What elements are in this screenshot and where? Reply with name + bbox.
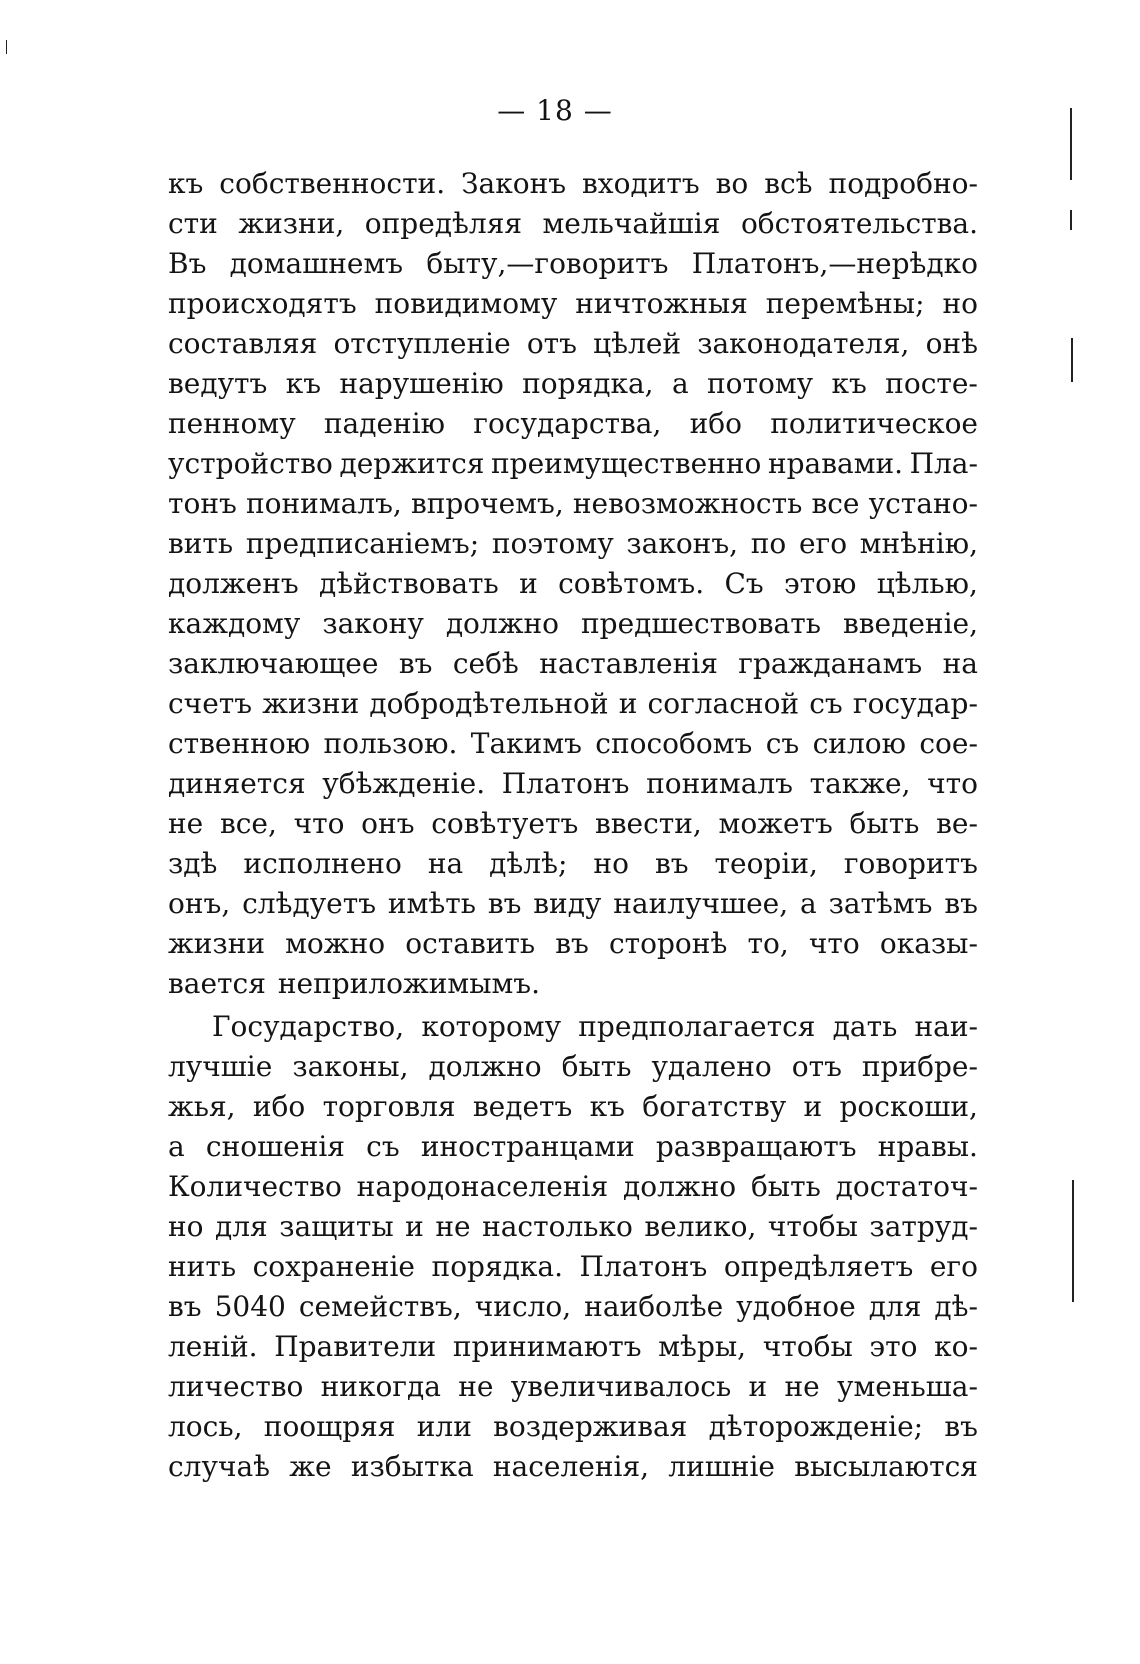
word: настолько	[482, 1210, 633, 1243]
word: дѣ-	[934, 1290, 978, 1323]
word: закону	[322, 607, 424, 640]
word: прибре-	[861, 1050, 978, 1083]
word: виду	[533, 887, 602, 920]
text-line	[168, 404, 978, 444]
text-line	[168, 884, 978, 924]
word: это	[869, 1330, 918, 1363]
word: нравами.	[767, 447, 904, 480]
word: жизни	[168, 927, 266, 960]
word: въ	[168, 1290, 202, 1323]
word: собственности.	[219, 167, 446, 200]
word: отъ	[791, 1050, 842, 1083]
text-line	[168, 964, 978, 1004]
word: слѣдуетъ	[242, 887, 377, 920]
word: подробно-	[828, 167, 978, 200]
word: не	[458, 1370, 494, 1403]
word: съ	[765, 727, 800, 760]
word: нравы.	[877, 1130, 978, 1163]
word: входитъ	[582, 167, 700, 200]
word: ственною	[168, 727, 311, 760]
word: иностранцами	[420, 1130, 635, 1163]
word: же	[289, 1450, 332, 1483]
word: роскоши,	[839, 1090, 978, 1123]
text-line	[168, 1407, 978, 1447]
word: себѣ	[452, 647, 519, 680]
word: въ	[944, 1410, 978, 1443]
text-line	[168, 164, 978, 204]
word: во	[715, 167, 749, 200]
word: уменьша-	[837, 1370, 978, 1403]
word: преимущественно	[491, 447, 762, 480]
word: можетъ	[718, 807, 833, 840]
text-line	[168, 484, 978, 524]
word: дѣйствовать	[319, 567, 499, 600]
word: и	[748, 1370, 768, 1403]
word: поощряя	[263, 1410, 396, 1443]
word: и	[618, 687, 638, 720]
word: въ	[487, 887, 522, 920]
word: тонъ	[168, 487, 237, 520]
word: и	[803, 1090, 823, 1123]
word: способомъ	[595, 727, 753, 760]
word: съ	[809, 687, 843, 720]
word: цѣлей	[593, 327, 682, 360]
word: сое-	[919, 727, 978, 760]
word: а	[800, 887, 817, 920]
word: населенія,	[492, 1450, 650, 1483]
word: понималъ,	[245, 487, 402, 520]
text-line	[168, 444, 978, 484]
word: для	[868, 1290, 922, 1323]
word: политическое	[770, 407, 978, 440]
word: счетъ	[168, 687, 253, 720]
word: впрочемъ,	[410, 487, 564, 520]
word: и	[519, 567, 538, 600]
word: ко-	[934, 1330, 978, 1363]
word: защиты	[279, 1210, 394, 1243]
word: нить	[168, 1250, 237, 1283]
word: нарушенію	[339, 367, 504, 400]
word: законодателя,	[697, 327, 910, 360]
word: чтобы	[767, 1210, 858, 1243]
word: здѣ	[168, 847, 218, 880]
word: предполагается	[578, 1010, 816, 1043]
word: отступленіе	[333, 327, 511, 360]
word: ве-	[936, 807, 978, 840]
word: диняется	[168, 767, 306, 800]
word: принимаютъ	[452, 1330, 642, 1363]
word: устано-	[868, 487, 978, 520]
word: устройство	[168, 447, 333, 480]
word: говоритъ	[843, 847, 978, 880]
text-line	[168, 684, 978, 724]
word: совѣтомъ.	[558, 567, 705, 600]
text-line	[168, 604, 978, 644]
text-line	[168, 1327, 978, 1367]
word: Въ	[168, 247, 207, 280]
text-line	[168, 804, 978, 844]
word: все	[811, 487, 860, 520]
word: не	[784, 1370, 820, 1403]
word: затруд-	[869, 1210, 978, 1243]
word: удобное	[736, 1290, 856, 1323]
word: порядка,	[522, 367, 654, 400]
word: избытка	[350, 1450, 474, 1483]
word: ибо	[252, 1090, 306, 1123]
word: перемѣны;	[765, 287, 925, 320]
word: къ	[831, 367, 867, 400]
word: что	[293, 807, 345, 840]
word: также,	[809, 767, 911, 800]
text-line	[168, 1247, 978, 1287]
word: исполнено	[243, 847, 402, 880]
word: заключающее	[168, 647, 379, 680]
text-line	[168, 284, 978, 324]
word: согласной	[647, 687, 800, 720]
page-edge-mark	[1070, 210, 1072, 230]
word: пользою.	[323, 727, 458, 760]
word: оказы-	[879, 927, 978, 960]
word: а	[671, 367, 689, 400]
word: достаточ-	[835, 1170, 978, 1203]
text-line	[168, 924, 978, 964]
word: пенному	[168, 407, 296, 440]
word: воздерживая	[493, 1410, 688, 1443]
word: никогда	[320, 1370, 441, 1403]
word: убѣжденіе.	[322, 767, 486, 800]
word: мнѣнію,	[859, 527, 978, 560]
word: ибо	[689, 407, 742, 440]
word: этою	[784, 567, 857, 600]
word: сношенія	[205, 1130, 345, 1163]
text-line	[168, 1087, 978, 1127]
word: и	[405, 1210, 424, 1243]
word: силою	[812, 727, 906, 760]
word: 5040	[214, 1290, 286, 1323]
word: дѣлѣ;	[489, 847, 568, 880]
word: къ	[589, 1090, 625, 1123]
word: невозможность	[572, 487, 803, 520]
text-line	[168, 364, 978, 404]
word: наиболѣе	[584, 1290, 724, 1323]
word: личество	[168, 1370, 304, 1403]
word: леній.	[168, 1330, 258, 1363]
word: законъ,	[626, 527, 739, 560]
text-line	[168, 1207, 978, 1247]
word: Государство,	[212, 1010, 405, 1043]
page-number: — 18 —	[497, 94, 613, 127]
word: быть	[750, 1170, 821, 1203]
text-line	[168, 644, 978, 684]
word: предшествовать	[581, 607, 821, 640]
word: быть	[561, 1050, 632, 1083]
word: порядка.	[431, 1250, 563, 1283]
word: государ-	[852, 687, 978, 720]
word: жизни,	[238, 207, 345, 240]
word: или	[416, 1410, 472, 1443]
word: составляя	[168, 327, 318, 360]
word: мѣры,	[658, 1330, 747, 1363]
word: которому	[421, 1010, 562, 1043]
word: жья,	[168, 1090, 236, 1123]
text-line	[168, 724, 978, 764]
word: все,	[219, 807, 277, 840]
word: Количество	[168, 1170, 342, 1203]
word: отъ	[526, 327, 577, 360]
word: высылаются	[794, 1450, 978, 1483]
word: Платонъ	[501, 767, 630, 800]
word: каждому	[168, 607, 301, 640]
text-line	[168, 204, 978, 244]
word: для	[215, 1210, 268, 1243]
text-line	[168, 1287, 978, 1327]
word: должно	[428, 1050, 542, 1083]
word: къ	[168, 167, 204, 200]
word: быть	[849, 807, 920, 840]
text-line	[168, 244, 978, 284]
text-line	[168, 524, 978, 564]
word: на	[942, 647, 978, 680]
word: Законъ	[461, 167, 567, 200]
word: поэтому	[491, 527, 614, 560]
word: Такимъ	[470, 727, 582, 760]
word: онъ	[361, 807, 415, 840]
word: неприложимымъ.	[277, 967, 540, 1000]
word: домашнемъ	[229, 247, 404, 280]
word: что	[808, 927, 860, 960]
word: законы,	[292, 1050, 409, 1083]
text-line	[168, 1447, 978, 1487]
word: Съ	[724, 567, 764, 600]
word: держится	[339, 447, 485, 480]
word: наилучшее,	[613, 887, 789, 920]
word: развращаютъ	[655, 1130, 857, 1163]
word: добродѣтельной	[369, 687, 609, 720]
word: удалено	[651, 1050, 772, 1083]
word: происходятъ	[168, 287, 357, 320]
word: мельчайшія	[542, 207, 721, 240]
body-text	[168, 164, 978, 1487]
word: Платонъ,—нерѣдко	[691, 247, 978, 280]
word: сти	[168, 207, 218, 240]
word: чтобы	[762, 1330, 853, 1363]
word: дѣторожденіе;	[708, 1410, 924, 1443]
word: Правители	[274, 1330, 437, 1363]
word: семействъ,	[298, 1290, 462, 1323]
word: всѣ	[764, 167, 813, 200]
word: должно	[622, 1170, 737, 1203]
word: можно	[285, 927, 386, 960]
word: лучшіе	[168, 1050, 273, 1083]
word: паденію	[323, 407, 446, 440]
text-line	[168, 564, 978, 604]
word: народонаселенія	[356, 1170, 609, 1203]
page-edge-mark	[1072, 1180, 1074, 1302]
text-line	[168, 1007, 978, 1047]
word: обстоятельства.	[740, 207, 978, 240]
word: къ	[285, 367, 322, 400]
word: велико,	[644, 1210, 757, 1243]
word: не	[168, 807, 204, 840]
word: посте-	[885, 367, 978, 400]
word: государства,	[473, 407, 662, 440]
word: число,	[474, 1290, 572, 1323]
word: съ	[366, 1130, 400, 1163]
word: но	[168, 1210, 204, 1243]
word: Пла-	[909, 447, 978, 480]
word: оставить	[405, 927, 536, 960]
word: но	[593, 847, 629, 880]
word: дать	[832, 1010, 898, 1043]
word: предписаніемъ;	[245, 527, 480, 560]
word: понималъ	[646, 767, 793, 800]
text-line	[168, 324, 978, 364]
word: ввести,	[594, 807, 702, 840]
word: гражданамъ	[738, 647, 923, 680]
word: случаѣ	[168, 1450, 271, 1483]
word: его	[798, 527, 848, 560]
page-edge-mark	[6, 40, 7, 54]
word: сторонѣ	[608, 927, 728, 960]
text-line	[168, 1167, 978, 1207]
word: ведетъ	[472, 1090, 573, 1123]
word: а	[168, 1130, 185, 1163]
word: онѣ	[925, 327, 978, 360]
word: опредѣляетъ	[723, 1250, 914, 1283]
text-line	[168, 764, 978, 804]
word: опредѣляя	[364, 207, 523, 240]
word: по	[750, 527, 787, 560]
text-line	[168, 1127, 978, 1167]
text-line	[168, 1367, 978, 1407]
word: не	[435, 1210, 471, 1243]
word: жизни	[262, 687, 360, 720]
word: долженъ	[168, 567, 299, 600]
word: въ	[398, 647, 433, 680]
word: въ	[654, 847, 689, 880]
page-edge-mark	[1071, 338, 1073, 382]
word: лишніе	[668, 1450, 775, 1483]
word: его	[929, 1250, 978, 1283]
word: имѣть	[387, 887, 476, 920]
word: что	[927, 767, 978, 800]
page-edge-mark	[1070, 108, 1072, 180]
word: наи-	[914, 1010, 978, 1043]
text-line	[168, 844, 978, 884]
word: увеличивалось	[510, 1370, 732, 1403]
word: ведутъ	[168, 367, 268, 400]
word: то,	[747, 927, 789, 960]
word: вить	[168, 527, 234, 560]
word: торговля	[322, 1090, 456, 1123]
word: но	[942, 287, 978, 320]
word: совѣтуетъ	[431, 807, 579, 840]
word: лось,	[168, 1410, 243, 1443]
word: богатству	[642, 1090, 787, 1123]
word: затѣмъ	[828, 887, 933, 920]
word: на	[427, 847, 464, 880]
word: введеніе,	[843, 607, 978, 640]
word: Платонъ	[579, 1250, 708, 1283]
word: сохраненіе	[252, 1250, 415, 1283]
word: онъ,	[168, 887, 231, 920]
word: цѣлью,	[876, 567, 978, 600]
word: въ	[944, 887, 978, 920]
word: наставленія	[539, 647, 718, 680]
word: быту,—говоритъ	[426, 247, 669, 280]
word: вается	[168, 967, 266, 1000]
word: должно	[445, 607, 559, 640]
word: въ	[555, 927, 589, 960]
word: ничтожныя	[575, 287, 748, 320]
word: теоріи,	[714, 847, 818, 880]
text-line	[168, 1047, 978, 1087]
word: потому	[707, 367, 814, 400]
word: повидимому	[374, 287, 558, 320]
